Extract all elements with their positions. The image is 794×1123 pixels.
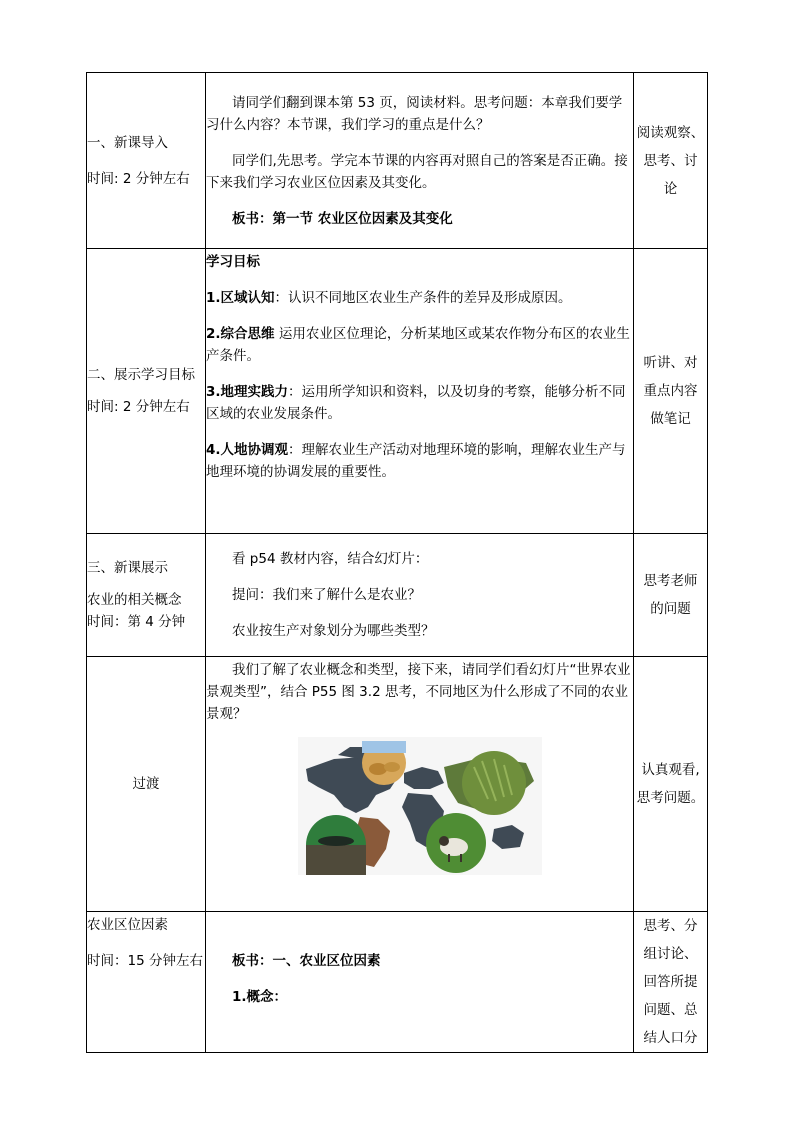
student-activity-line: 阅读观察、 bbox=[636, 124, 705, 141]
row-goals-activity bbox=[206, 249, 634, 534]
student-activity-line: 认真观看, bbox=[641, 762, 700, 778]
board-note: 板书：一、农业区位因素 bbox=[232, 953, 381, 969]
lesson-plan-table bbox=[86, 72, 708, 1053]
goal-item bbox=[206, 287, 633, 309]
student-activity-line: 问题、总 bbox=[643, 1002, 698, 1018]
stage-subtitle: 农业的相关概念 bbox=[87, 592, 182, 608]
stage-title: 三、新课展示 bbox=[87, 560, 168, 576]
student-activity-line: 组讨论、 bbox=[643, 946, 698, 962]
goal-text: ：理解农业生产活动对地理环境的影响，理解农业生产与地理环境的协调发展的重要性。 bbox=[206, 442, 626, 480]
goals-heading: 学习目标 bbox=[206, 254, 260, 270]
activity-paragraph: 农业按生产对象划分为哪些类型？ bbox=[232, 623, 435, 639]
concept-heading: 1.概念： bbox=[232, 989, 288, 1005]
student-activity-line: 的问题 bbox=[650, 601, 691, 617]
activity-paragraph: 同学们,先思考。学完本节课的内容再对照自己的答案是否正确。接下来我们学习农业区位因素及其变化。 bbox=[206, 152, 628, 191]
student-activity-line: 思考、分 bbox=[643, 918, 698, 934]
stage-title: 二、展示学习目标 bbox=[87, 367, 195, 383]
activity-paragraph: 我们了解了农业概念和类型，接下来，请同学们看幻灯片“世界农业景观类型”，结合 P55 图 3.2 思考，不同地区为什么形成了不同的农业景观？ bbox=[206, 662, 631, 722]
stage-time: 时间: 2 分钟左右 bbox=[87, 170, 190, 187]
world-map-illustration bbox=[298, 737, 542, 875]
row-factors-activity bbox=[206, 912, 634, 1053]
student-activity-line: 思考、讨 bbox=[643, 152, 698, 169]
activity-paragraph: 提问：我们来了解什么是农业？ bbox=[232, 587, 421, 603]
goal-label: 1.区域认知 bbox=[206, 290, 275, 306]
goal-text: ：运用所学知识和资料，以及切身的考察，能够分析不同区域的农业发展条件。 bbox=[206, 384, 626, 422]
stage-time: 时间：15 分钟左右 bbox=[87, 953, 203, 969]
goal-item bbox=[206, 381, 633, 425]
student-activity-line: 结人口分 bbox=[643, 1030, 698, 1046]
row-transition-activity bbox=[206, 657, 634, 912]
goal-text: ：认识不同地区农业生产条件的差异及形成原因。 bbox=[274, 290, 572, 306]
world-agriculture-map bbox=[206, 737, 633, 875]
row-transition-stage bbox=[87, 657, 206, 912]
row-goals-student bbox=[634, 249, 708, 534]
row-transition bbox=[87, 657, 708, 912]
goal-label: 4.人地协调观 bbox=[206, 442, 289, 458]
goal-label: 3.地理实践力 bbox=[206, 384, 289, 400]
row-new-lesson-activity bbox=[206, 534, 634, 657]
row-new-lesson-stage bbox=[87, 534, 206, 657]
stage-title: 一、新课导入 bbox=[87, 134, 168, 151]
student-activity-line: 重点内容 bbox=[643, 383, 698, 399]
goal-label: 2.综合思维 bbox=[206, 326, 275, 342]
goal-item bbox=[206, 323, 633, 367]
board-note: 板书：第一节 农业区位因素及其变化 bbox=[232, 210, 453, 227]
row-new-lesson bbox=[87, 534, 708, 657]
activity-paragraph: 看 p54 教材内容，结合幻灯片： bbox=[232, 551, 429, 567]
row-intro-student bbox=[634, 73, 708, 249]
row-intro bbox=[87, 73, 708, 249]
stage-title: 过渡 bbox=[132, 776, 160, 792]
goal-text: 运用农业区位理论，分析某地区或某农作物分布区的农业生产条件。 bbox=[206, 326, 630, 364]
row-new-lesson-student bbox=[634, 534, 708, 657]
student-activity-line: 听讲、对 bbox=[643, 355, 698, 371]
goal-item bbox=[206, 439, 633, 483]
stage-time: 时间：第 4 分钟 bbox=[87, 614, 186, 630]
activity-paragraph: 请同学们翻到课本第 53 页，阅读材料。思考问题：本章我们要学习什么内容？本节课，我们学习的重点是什么？ bbox=[206, 94, 623, 133]
stage-title: 农业区位因素 bbox=[87, 917, 168, 933]
row-intro-activity bbox=[206, 73, 634, 249]
stage-time: 时间: 2 分钟左右 bbox=[87, 399, 190, 415]
row-goals-stage bbox=[87, 249, 206, 534]
student-activity-line: 回答所提 bbox=[643, 974, 698, 990]
row-factors-stage bbox=[87, 912, 206, 1053]
row-factors bbox=[87, 912, 708, 1053]
student-activity-line: 论 bbox=[663, 180, 678, 197]
row-goals bbox=[87, 249, 708, 534]
row-intro-stage bbox=[87, 73, 206, 249]
row-transition-student bbox=[634, 657, 708, 912]
student-activity-line: 做笔记 bbox=[650, 411, 691, 427]
student-activity-line: 思考问题。 bbox=[636, 790, 705, 806]
row-factors-student bbox=[634, 912, 708, 1053]
student-activity-line: 思考老师 bbox=[643, 573, 698, 589]
